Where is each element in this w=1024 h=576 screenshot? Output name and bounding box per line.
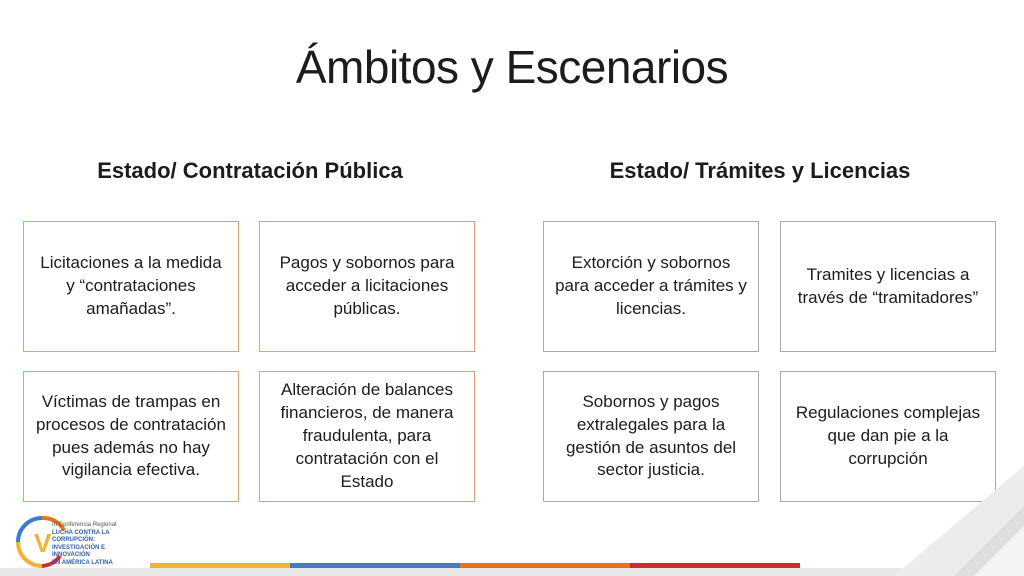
card-text: Regulaciones complejas que dan pie a la corrupción [795, 403, 981, 468]
stripe-segment [150, 563, 290, 568]
card-text: Tramites y licencias a través de “tramitadores” [797, 264, 979, 307]
card-text: Alteración de balances financieros, de manera fraudulenta, para contratación con el Estado [280, 380, 454, 491]
decorative-triangles [804, 466, 1024, 576]
color-stripe [150, 563, 800, 568]
card-extorcion-y-sobornos [543, 221, 759, 352]
logo-line: INVESTIGACIÓN E INNOVACIÓN [52, 544, 106, 558]
column-heading-left: Estado/ Contratación Pública [97, 158, 403, 183]
card-text: Víctimas de trampas en procesos de contratación pues además no hay vigilancia efectiva. [36, 391, 226, 480]
card-licitaciones-a-la-medida [23, 221, 239, 352]
card-pagos-y-sobornos [259, 221, 475, 352]
logo-line: LUCHA CONTRA LA CORRUPCIÓN: [52, 529, 110, 543]
slide-title: Ámbitos y Escenarios [295, 41, 729, 93]
stripe-segment [460, 563, 630, 568]
logo-line: III Conferencia Regional [52, 522, 117, 528]
card-sobornos-y-pagos-extralegales [543, 371, 759, 502]
card-text: Licitaciones a la medida y “contrataciones amañadas”. [40, 253, 222, 318]
column-heading-right: Estado/ Trámites y Licencias [609, 158, 911, 183]
stripe-segment [290, 563, 460, 568]
card-text: Sobornos y pagos extralegales para la gestión de asuntos del sector justicia. [565, 391, 737, 480]
card-victimas-de-trampas [23, 371, 239, 502]
card-tramites-y-licencias [780, 221, 996, 352]
conference-logo-text [52, 522, 142, 567]
card-alteracion-de-balances [259, 371, 475, 502]
logo-line: EN AMÉRICA LATINA [52, 559, 113, 566]
card-text: Pagos y sobornos para acceder a licitaciones públicas. [279, 253, 455, 318]
svg-text:V: V [34, 528, 52, 558]
stripe-segment [630, 563, 800, 568]
card-text: Extorción y sobornos para acceder a trámites y licencias. [555, 253, 747, 318]
